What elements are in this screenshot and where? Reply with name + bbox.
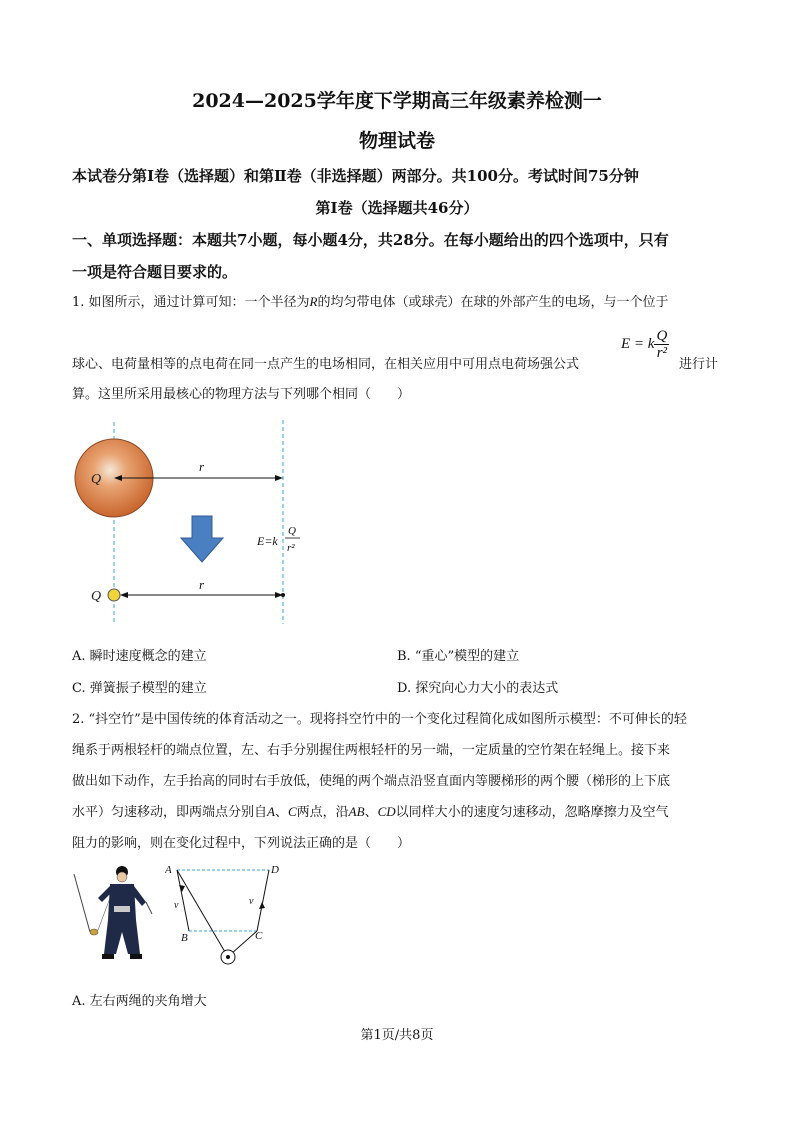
arrow-on-cd-icon: [259, 902, 265, 909]
label-c: C: [255, 930, 263, 942]
formula-lhs: E = k: [621, 335, 655, 352]
label-d: D: [271, 864, 279, 876]
section-title: 第I卷（选择题共46分）: [315, 199, 479, 217]
q2-line-2: 绳系于两根轻杆的端点位置，左、右手分别握住两根轻杆的另一端，一定质量的空竹架在轻绳上。接下来: [72, 743, 671, 758]
down-arrow-icon: [181, 516, 223, 562]
top-r-label: r: [199, 459, 205, 474]
q2-line-3: 做出如下动作，左手抬高的同时右手放低，使绳的两个端点沿竖直面内等腰梯形的两个腰（梯形的上下底: [72, 774, 671, 789]
q1-line-2-end: 进行计: [679, 357, 719, 372]
q1-option-c: C. 弹簧振子模型的建立: [72, 681, 207, 696]
exam-info: 本试卷分第I卷（选择题）和第Ⅱ卷（非选择题）两部分。共100分。考试时间75分钟: [72, 167, 639, 185]
rope-right: [231, 931, 257, 954]
q2-option-a: A. 左右两绳的夹角增大: [72, 994, 207, 1009]
bottom-r-label: r: [199, 577, 205, 592]
instruction-line-2: 一项是符合题目要求的。: [72, 263, 238, 281]
left-stick: [74, 874, 90, 932]
formula-denominator: r²: [656, 345, 668, 361]
exam-title: 2024—2025学年度下学期高三年级素养检测一: [192, 90, 602, 112]
q1-figure: [60, 412, 320, 632]
q2-line-4: [72, 801, 669, 820]
q2-comma-1: 、: [274, 805, 288, 820]
page-footer: 第1页/共8页: [360, 1028, 434, 1043]
q2-segment-ab: AB: [348, 804, 365, 819]
formula-numerator: Q: [656, 328, 668, 344]
q1-line-1: [72, 291, 669, 310]
field-point-dot: [281, 593, 285, 597]
fig-formula-den: r²: [287, 542, 295, 554]
q1-line-2: 球心、电荷量相等的点电荷在同一点产生的电场相同，在相关应用中可用点电荷场强公式: [72, 357, 580, 372]
q1-option-a: A. 瞬时速度概念的建立: [72, 649, 207, 664]
player-jacket: [108, 884, 136, 920]
leg-cd: [257, 870, 269, 931]
player-belt: [114, 906, 130, 912]
label-b: B: [181, 932, 188, 944]
q1-option-b: B. “重心”模型的建立: [397, 649, 520, 664]
q2-point-c: C: [287, 804, 297, 819]
q2-segment-cd: CD: [377, 804, 396, 819]
q2-point-a: A: [267, 804, 275, 819]
q1-option-d: D. 探究向心力大小的表达式: [397, 681, 559, 696]
diabolo-player-illustration: [70, 862, 165, 974]
field-formula: [621, 328, 669, 361]
leg-ab: [177, 870, 189, 931]
q2-line4-c: 以同样大小的速度匀速移动，忽略摩擦力及空气: [395, 805, 669, 820]
player-right-shoe: [130, 954, 142, 959]
label-v-left: v: [174, 900, 179, 911]
trapezoid-model-figure: [165, 860, 290, 970]
player-head: [117, 872, 127, 882]
q2-line-5: 阻力的影响，则在变化过程中，下列说法正确的是（ ）: [72, 836, 411, 851]
label-v-right: v: [249, 896, 254, 907]
label-a: A: [165, 864, 172, 876]
player-trousers: [104, 920, 140, 954]
right-stick: [146, 902, 152, 914]
bottom-left-arrowhead: [120, 592, 128, 598]
q2-line4-a: 水平）匀速移动，即两端点分别自: [72, 805, 268, 820]
sphere-charge-label: Q: [91, 472, 102, 487]
fig-formula-lhs: E=k: [257, 534, 278, 548]
point-charge-label: Q: [91, 589, 102, 604]
point-charge: [108, 589, 120, 601]
q1-line-3: 算。这里所采用最核心的物理方法与下列哪个相同（ ）: [72, 387, 411, 402]
pulley-center: [226, 955, 230, 959]
exam-subtitle: 物理试卷: [358, 130, 435, 152]
player-left-shoe: [102, 954, 114, 959]
q1-text-a: 1. 如图所示，通过计算可知：一个半径为: [72, 295, 310, 310]
arrow-on-ab-icon: [179, 885, 185, 892]
diabolo: [90, 929, 98, 935]
q2-comma-2: 、: [364, 805, 378, 820]
top-right-arrowhead: [275, 475, 283, 481]
q2-line-1: 2. “抖空竹”是中国传统的体育活动之一。现将抖空竹中的一个变化过程简化成如图所示模型：不可伸长的轻: [72, 712, 687, 727]
fig-formula-num: Q: [288, 525, 296, 537]
q1-text-b: 的均匀带电体（或球壳）在球的外部产生的电场，与一个位于: [317, 295, 669, 310]
radius-symbol: R: [309, 294, 318, 309]
instruction-line-1: 一、单项选择题：本题共7小题，每小题4分，共28分。在每小题给出的四个选项中，只有: [72, 231, 669, 249]
q2-line4-b: 两点，沿: [296, 805, 349, 820]
